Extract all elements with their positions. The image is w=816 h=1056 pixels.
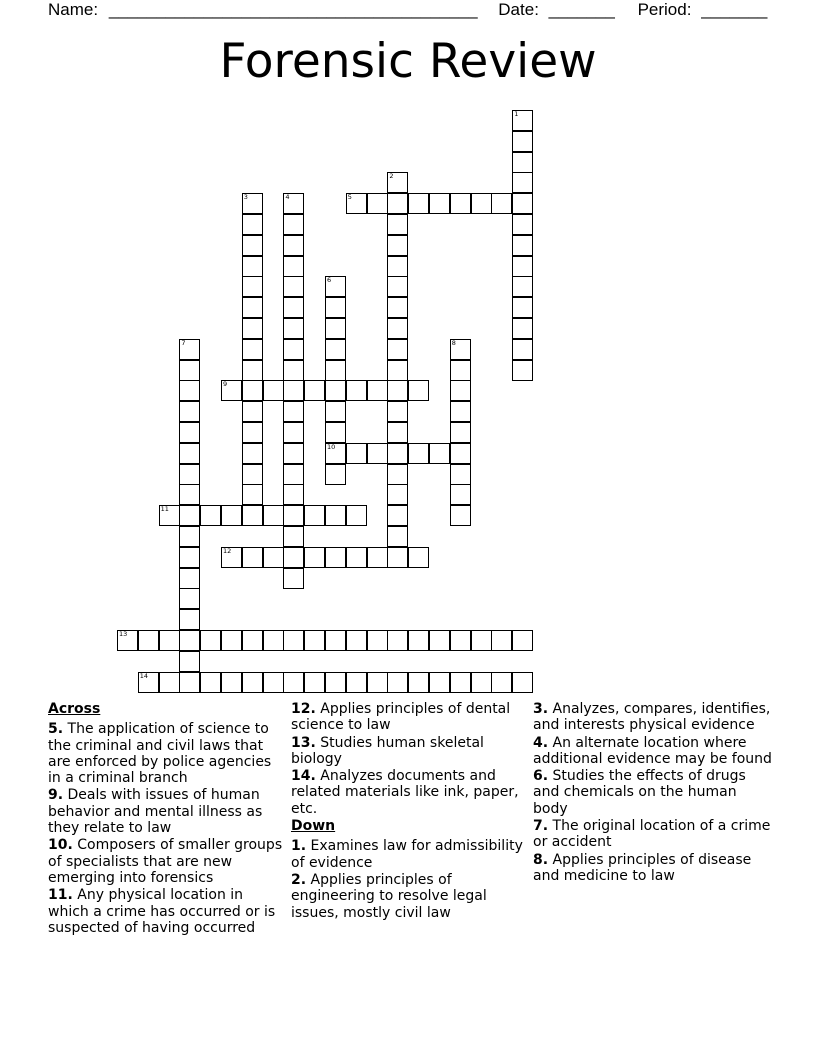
- grid-cell[interactable]: [387, 505, 408, 526]
- clue-number-label: 7: [181, 338, 186, 347]
- grid-cell[interactable]: [408, 380, 429, 401]
- grid-cell[interactable]: [283, 297, 304, 318]
- grid-cell[interactable]: [450, 380, 471, 401]
- grid-cell[interactable]: [263, 672, 284, 693]
- grid-cell[interactable]: [283, 630, 304, 651]
- grid-cell[interactable]: [179, 568, 200, 589]
- grid-cell[interactable]: [346, 505, 367, 526]
- grid-cell[interactable]: [242, 464, 263, 485]
- clue-number-label: 3: [243, 193, 248, 202]
- clue-down-3: 3. Analyzes, compares, identifies, and interests physical evidence: [533, 701, 771, 734]
- grid-cell[interactable]: [491, 630, 512, 651]
- grid-cell[interactable]: [242, 401, 263, 422]
- grid-cell[interactable]: [242, 505, 263, 526]
- grid-cell[interactable]: [242, 318, 263, 339]
- grid-cell[interactable]: [450, 505, 471, 526]
- grid-cell[interactable]: [387, 360, 408, 381]
- clue-number-label: 8: [451, 338, 456, 347]
- grid-cell[interactable]: [325, 297, 346, 318]
- clue-down-8: 8. Applies principles of disease and medicine to law: [533, 851, 752, 884]
- clue-across-14: 14. Analyzes documents and related materials like ink, paper, etc.: [291, 768, 519, 817]
- grid-cell[interactable]: [491, 672, 512, 693]
- grid-cell[interactable]: [450, 443, 471, 464]
- grid-cell[interactable]: [221, 630, 242, 651]
- grid-cell[interactable]: [450, 401, 471, 422]
- grid-cell[interactable]: [512, 297, 533, 318]
- grid-cell[interactable]: [179, 630, 200, 651]
- grid-cell[interactable]: [387, 339, 408, 360]
- grid-cell[interactable]: [512, 131, 533, 152]
- grid-cell[interactable]: [387, 256, 408, 277]
- grid-cell[interactable]: [450, 630, 471, 651]
- grid-cell[interactable]: [429, 672, 450, 693]
- grid-cell[interactable]: [242, 235, 263, 256]
- grid-cell[interactable]: [387, 547, 408, 568]
- grid-cell[interactable]: [283, 568, 304, 589]
- grid-cell[interactable]: [471, 630, 492, 651]
- grid-cell[interactable]: [512, 235, 533, 256]
- grid-cell[interactable]: [512, 672, 533, 693]
- grid-cell[interactable]: [179, 360, 200, 381]
- grid-cell[interactable]: [325, 339, 346, 360]
- grid-cell[interactable]: [325, 401, 346, 422]
- grid-cell[interactable]: [471, 672, 492, 693]
- grid-cell[interactable]: [283, 276, 304, 297]
- grid-cell[interactable]: [325, 422, 346, 443]
- grid-cell[interactable]: [450, 672, 471, 693]
- grid-cell[interactable]: [179, 422, 200, 443]
- grid-cell[interactable]: [304, 380, 325, 401]
- grid-cell[interactable]: [179, 484, 200, 505]
- grid-cell[interactable]: [512, 360, 533, 381]
- grid-cell[interactable]: [512, 172, 533, 193]
- grid-cell[interactable]: [367, 630, 388, 651]
- date-label: Date:: [498, 0, 539, 19]
- grid-cell[interactable]: [512, 214, 533, 235]
- grid-cell[interactable]: [512, 256, 533, 277]
- grid-cell[interactable]: [512, 276, 533, 297]
- clue-number-label: 10: [327, 442, 336, 451]
- grid-cell[interactable]: [325, 360, 346, 381]
- clues-column-1: [48, 701, 283, 937]
- clue-across-11: 11. Any physical location in which a crime has occurred or is suspected of having occurred: [48, 887, 276, 936]
- grid-cell[interactable]: [283, 547, 304, 568]
- down-heading: Down: [291, 818, 336, 835]
- clues-column-2: [291, 701, 523, 922]
- grid-cell[interactable]: [325, 547, 346, 568]
- grid-cell[interactable]: [387, 422, 408, 443]
- grid-cell[interactable]: [200, 630, 221, 651]
- grid-cell[interactable]: [283, 360, 304, 381]
- grid-cell[interactable]: [304, 672, 325, 693]
- grid-cell[interactable]: [179, 588, 200, 609]
- grid-cell[interactable]: [325, 672, 346, 693]
- clues-column-3: [533, 701, 773, 885]
- clue-number-label: 13: [119, 630, 128, 638]
- name-label: Name:: [48, 0, 99, 19]
- student-info-header: [48, 0, 767, 20]
- grid-cell[interactable]: [346, 443, 367, 464]
- grid-cell[interactable]: [325, 318, 346, 339]
- grid-cell[interactable]: [387, 193, 408, 214]
- grid-cell[interactable]: [242, 339, 263, 360]
- grid-cell[interactable]: [283, 464, 304, 485]
- grid-cell[interactable]: [512, 318, 533, 339]
- grid-cell[interactable]: [512, 339, 533, 360]
- grid-cell[interactable]: [429, 443, 450, 464]
- grid-cell[interactable]: [346, 630, 367, 651]
- grid-cell[interactable]: [387, 235, 408, 256]
- grid-cell[interactable]: [387, 318, 408, 339]
- clue-down-7: 7. The original location of a crime or accident: [533, 818, 771, 851]
- grid-cell[interactable]: [408, 443, 429, 464]
- clue-number-label: 14: [139, 671, 149, 680]
- clue-down-4: 4. An alternate location where additional evidence may be found: [533, 734, 772, 767]
- grid-cell[interactable]: [283, 526, 304, 547]
- grid-cell[interactable]: [325, 505, 346, 526]
- grid-cell[interactable]: [367, 672, 388, 693]
- grid-cell[interactable]: [408, 672, 429, 693]
- grid-cell[interactable]: [367, 193, 388, 214]
- clue-number-label: 9: [223, 380, 228, 389]
- grid-cell[interactable]: [471, 193, 492, 214]
- grid-cell[interactable]: [200, 672, 221, 693]
- grid-cell[interactable]: [512, 193, 533, 214]
- grid-cell[interactable]: [387, 464, 408, 485]
- grid-cell[interactable]: [346, 380, 367, 401]
- grid-cell[interactable]: [179, 464, 200, 485]
- grid-cell[interactable]: [263, 505, 284, 526]
- name-field[interactable]: _______________________________________: [108, 0, 478, 19]
- page-title: Forensic Review: [219, 34, 597, 89]
- clue-across-9: 9. Deals with issues of human behavior and mental illness as they relate to law: [48, 787, 263, 837]
- grid-cell[interactable]: [408, 193, 429, 214]
- grid-cell[interactable]: [387, 443, 408, 464]
- grid-cell[interactable]: [325, 380, 346, 401]
- grid-cell[interactable]: [429, 630, 450, 651]
- clue-down-2: 2. Applies principles of engineering to resolve legal issues, mostly civil law: [291, 871, 487, 921]
- grid-cell[interactable]: [242, 360, 263, 381]
- grid-cell[interactable]: [367, 547, 388, 568]
- grid-cell[interactable]: [263, 380, 284, 401]
- grid-cell[interactable]: [283, 318, 304, 339]
- grid-cell[interactable]: [304, 505, 325, 526]
- clue-across-10: 10. Composers of smaller groups of specialists that are new emerging into forensics: [48, 837, 283, 886]
- grid-cell[interactable]: [221, 672, 242, 693]
- grid-cell[interactable]: [221, 505, 242, 526]
- grid-cell[interactable]: [387, 526, 408, 547]
- grid-cell[interactable]: [283, 672, 304, 693]
- grid-cell[interactable]: [283, 505, 304, 526]
- grid-cell[interactable]: [263, 630, 284, 651]
- clue-number-label: 2: [389, 172, 394, 181]
- grid-cell[interactable]: [450, 193, 471, 214]
- grid-cell[interactable]: [387, 484, 408, 505]
- grid-cell[interactable]: [387, 380, 408, 401]
- period-field[interactable]: _______: [701, 0, 768, 19]
- grid-cell[interactable]: [242, 672, 263, 693]
- grid-cell[interactable]: [325, 630, 346, 651]
- grid-cell[interactable]: [283, 484, 304, 505]
- grid-cell[interactable]: [283, 339, 304, 360]
- grid-cell[interactable]: [179, 401, 200, 422]
- grid-cell[interactable]: [200, 505, 221, 526]
- grid-cell[interactable]: [283, 214, 304, 235]
- grid-cell[interactable]: [242, 214, 263, 235]
- grid-cell[interactable]: [283, 380, 304, 401]
- period-label: Period:: [637, 0, 692, 19]
- grid-cell[interactable]: [283, 256, 304, 277]
- grid-cell[interactable]: [491, 193, 512, 214]
- clue-across-13: 13. Studies human skeletal biology: [291, 734, 484, 767]
- grid-cell[interactable]: [450, 360, 471, 381]
- clue-down-6: 6. Studies the effects of drugs and chemicals on the human body: [533, 768, 746, 817]
- grid-cell[interactable]: [179, 380, 200, 401]
- grid-cell[interactable]: [179, 505, 200, 526]
- grid-cell[interactable]: [450, 422, 471, 443]
- grid-cell[interactable]: [179, 651, 200, 672]
- grid-cell[interactable]: [346, 547, 367, 568]
- clue-number-label: 5: [347, 193, 352, 202]
- grid-cell[interactable]: [283, 443, 304, 464]
- grid-cell[interactable]: [304, 547, 325, 568]
- grid-cell[interactable]: [512, 152, 533, 173]
- grid-cell[interactable]: [179, 547, 200, 568]
- clue-across-5: 5. The application of science to the criminal and civil laws that are enforced by police agencies in a criminal branch: [48, 721, 272, 787]
- grid-cell[interactable]: [242, 297, 263, 318]
- grid-cell[interactable]: [263, 547, 284, 568]
- grid-cell[interactable]: [408, 547, 429, 568]
- grid-cell[interactable]: [283, 422, 304, 443]
- clue-number-label: 12: [223, 546, 232, 555]
- clue-number-label: 11: [160, 505, 169, 514]
- clue-number-label: 4: [285, 193, 290, 202]
- grid-cell[interactable]: [367, 443, 388, 464]
- grid-cell[interactable]: [242, 422, 263, 443]
- grid-cell[interactable]: [242, 276, 263, 297]
- grid-cell[interactable]: [450, 464, 471, 485]
- grid-cell[interactable]: [138, 630, 159, 651]
- grid-cell[interactable]: [387, 401, 408, 422]
- date-field[interactable]: _______: [548, 0, 615, 19]
- grid-cell[interactable]: [179, 672, 200, 693]
- grid-cell[interactable]: [408, 630, 429, 651]
- grid-cell[interactable]: [242, 380, 263, 401]
- grid-cell[interactable]: [450, 484, 471, 505]
- grid-cell[interactable]: [367, 380, 388, 401]
- clue-down-1: 1. Examines law for admissibility of evidence: [291, 838, 523, 871]
- clue-number-label: 6: [327, 276, 332, 285]
- grid-cell[interactable]: [387, 214, 408, 235]
- clue-number-label: 1: [514, 110, 519, 118]
- clue-across-12: 12. Applies principles of dental science to law: [291, 701, 511, 734]
- grid-cell[interactable]: [387, 276, 408, 297]
- grid-cell[interactable]: [159, 630, 180, 651]
- grid-cell[interactable]: [242, 443, 263, 464]
- grid-cell[interactable]: [179, 609, 200, 630]
- grid-cell[interactable]: [387, 672, 408, 693]
- grid-cell[interactable]: [429, 193, 450, 214]
- grid-cell[interactable]: [387, 297, 408, 318]
- grid-cell[interactable]: [179, 526, 200, 547]
- grid-cell[interactable]: [283, 235, 304, 256]
- grid-cell[interactable]: [346, 672, 367, 693]
- grid-cell[interactable]: [387, 630, 408, 651]
- grid-cell[interactable]: [242, 547, 263, 568]
- across-heading: Across: [48, 701, 101, 717]
- grid-cell[interactable]: [179, 443, 200, 464]
- grid-cell[interactable]: [242, 484, 263, 505]
- grid-cell[interactable]: [304, 630, 325, 651]
- grid-cell[interactable]: [242, 256, 263, 277]
- grid-cell[interactable]: [242, 630, 263, 651]
- grid-cell[interactable]: [283, 401, 304, 422]
- grid-cell[interactable]: [512, 630, 533, 651]
- grid-cell[interactable]: [159, 672, 180, 693]
- grid-cell[interactable]: [325, 464, 346, 485]
